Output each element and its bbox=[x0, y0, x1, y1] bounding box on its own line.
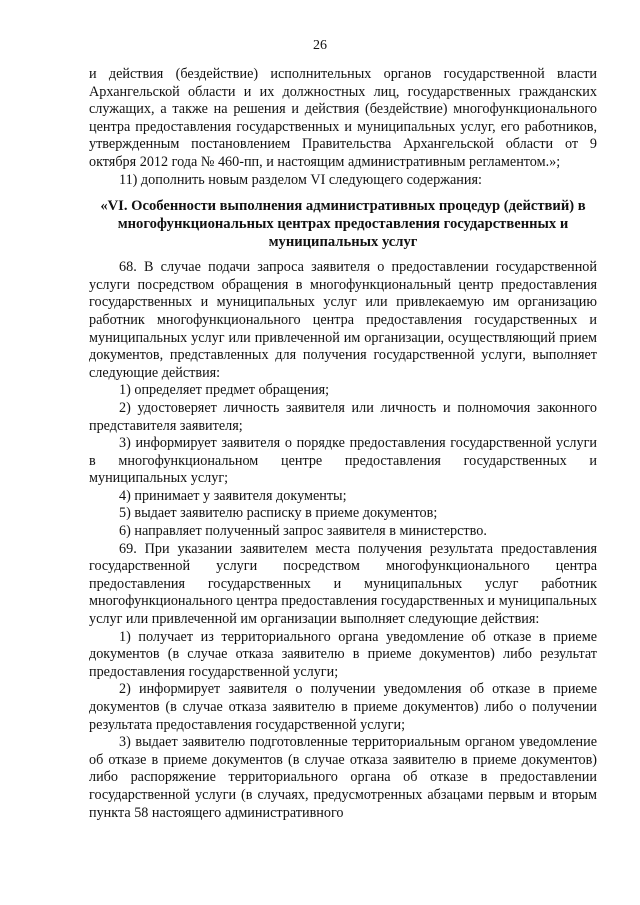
list-item: 3) информирует заявителя о порядке предоставления государственной услуги в многофункциональном центре предоставления государственных и муниципальных услуг; bbox=[89, 435, 597, 487]
list-item: 2) удостоверяет личность заявителя или личность и полномочия законного представителя заявителя; bbox=[89, 399, 597, 434]
list-item: 1) получает из территориального органа уведомление об отказе в приеме документов (в случае отказа заявителю в приеме документов) либо результат предоставления государственной услуги; bbox=[89, 628, 597, 680]
paragraph: 69. При указании заявителем места получения результата предоставления государственной услуги посредством многофункционального центра предоставления государственных и муниципальных услуг работник многофункционального центра предоставления государственных и муниципальных услуг или привлеченной им организации выполняет следующие действия: bbox=[89, 540, 597, 628]
list-item: 1) определяет предмет обращения; bbox=[119, 382, 330, 399]
section-heading: «VI. Особенности выполнения административных процедур (действий) в многофункциональных центрах предоставления государственных и муниципальных услуг bbox=[100, 198, 586, 251]
list-item: 3) выдает заявителю подготовленные территориальным органом уведомление об отказе в приеме документов (в случае отказа заявителю в приеме документов) либо распоряжение территориального органа об отказе в предоставлении государственной услуги (в случаях, предусмотренных абзацами первым и вторым пункта 58 настоящего административного bbox=[89, 734, 597, 821]
list-item: 4) принимает у заявителя документы; bbox=[119, 487, 347, 504]
document-body bbox=[89, 66, 597, 822]
page-number: 26 bbox=[313, 38, 327, 53]
list-item: 11) дополнить новым разделом VI следующего содержания: bbox=[119, 171, 482, 188]
paragraph: 68. В случае подачи запроса заявителя о предоставлении государственной услуги посредством обращения в многофункциональный центр предоставления государственных и муниципальных услуг или привлекаемую им организацию работник многофункционального центра предоставления государственных и муниципальных услуг или привлеченной им организации, осуществляющий прием документов, представленных для получения государственной услуги, выполняет следующие действия: bbox=[89, 259, 597, 381]
list-item: 5) выдает заявителю расписку в приеме документов; bbox=[119, 505, 438, 522]
list-item: 2) информирует заявителя о получении уведомления об отказе в приеме документов (в случае отказа заявителю в приеме документов) либо о получении результата предоставления государственной услуги; bbox=[89, 681, 597, 733]
paragraph: и действия (бездействие) исполнительных органов государственной власти Архангельской области и их должностных лиц, государственных гражданских служащих, а также на решения и действия (бездействие) многофункционального центра предоставления государственных и муниципальных услуг, его работников, утвержденным постановлением Правительства Архангельской области от 9 октября 2012 года № 460-пп, и настоящим административным регламентом.»; bbox=[89, 66, 597, 170]
list-item: 6) направляет полученный запрос заявителя в министерство. bbox=[119, 523, 487, 540]
